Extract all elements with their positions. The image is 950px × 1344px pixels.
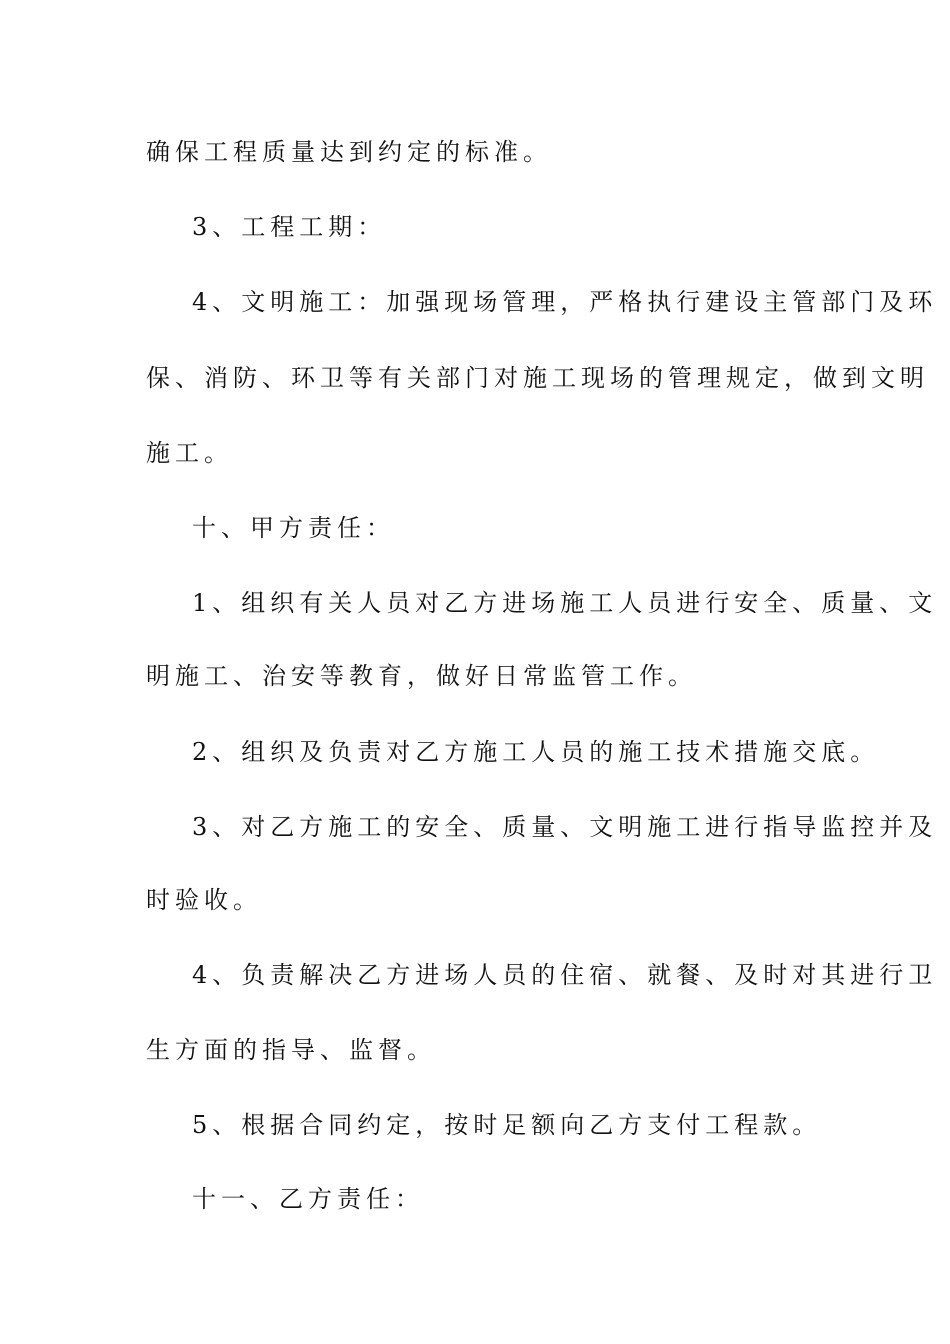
text-line: 4、负责解决乙方进场人员的住宿、就餐、及时对其进行卫	[192, 961, 938, 989]
section-heading: 十、甲方责任：	[192, 514, 395, 542]
text-line: 保、消防、环卫等有关部门对施工现场的管理规定，做到文明	[146, 364, 929, 392]
text-line: 明施工、治安等教育，做好日常监管工作。	[146, 662, 697, 690]
text-line: 4、文明施工：加强现场管理，严格执行建设主管部门及环	[192, 288, 938, 316]
text-line: 3、对乙方施工的安全、质量、文明施工进行指导监控并及	[192, 813, 938, 841]
text-line: 确保工程质量达到约定的标准。	[146, 138, 552, 166]
section-heading: 3、工程工期：	[192, 213, 387, 241]
section-heading: 十一、乙方责任：	[192, 1185, 424, 1213]
text-line: 生方面的指导、监督。	[146, 1036, 436, 1064]
text-line: 时验收。	[146, 886, 262, 914]
text-line: 5、根据合同约定，按时足额向乙方支付工程款。	[192, 1111, 822, 1139]
text-line: 1、组织有关人员对乙方进场施工人员进行安全、质量、文	[192, 589, 938, 617]
text-line: 2、组织及负责对乙方施工人员的施工技术措施交底。	[192, 738, 880, 766]
text-line: 施工。	[146, 439, 233, 467]
